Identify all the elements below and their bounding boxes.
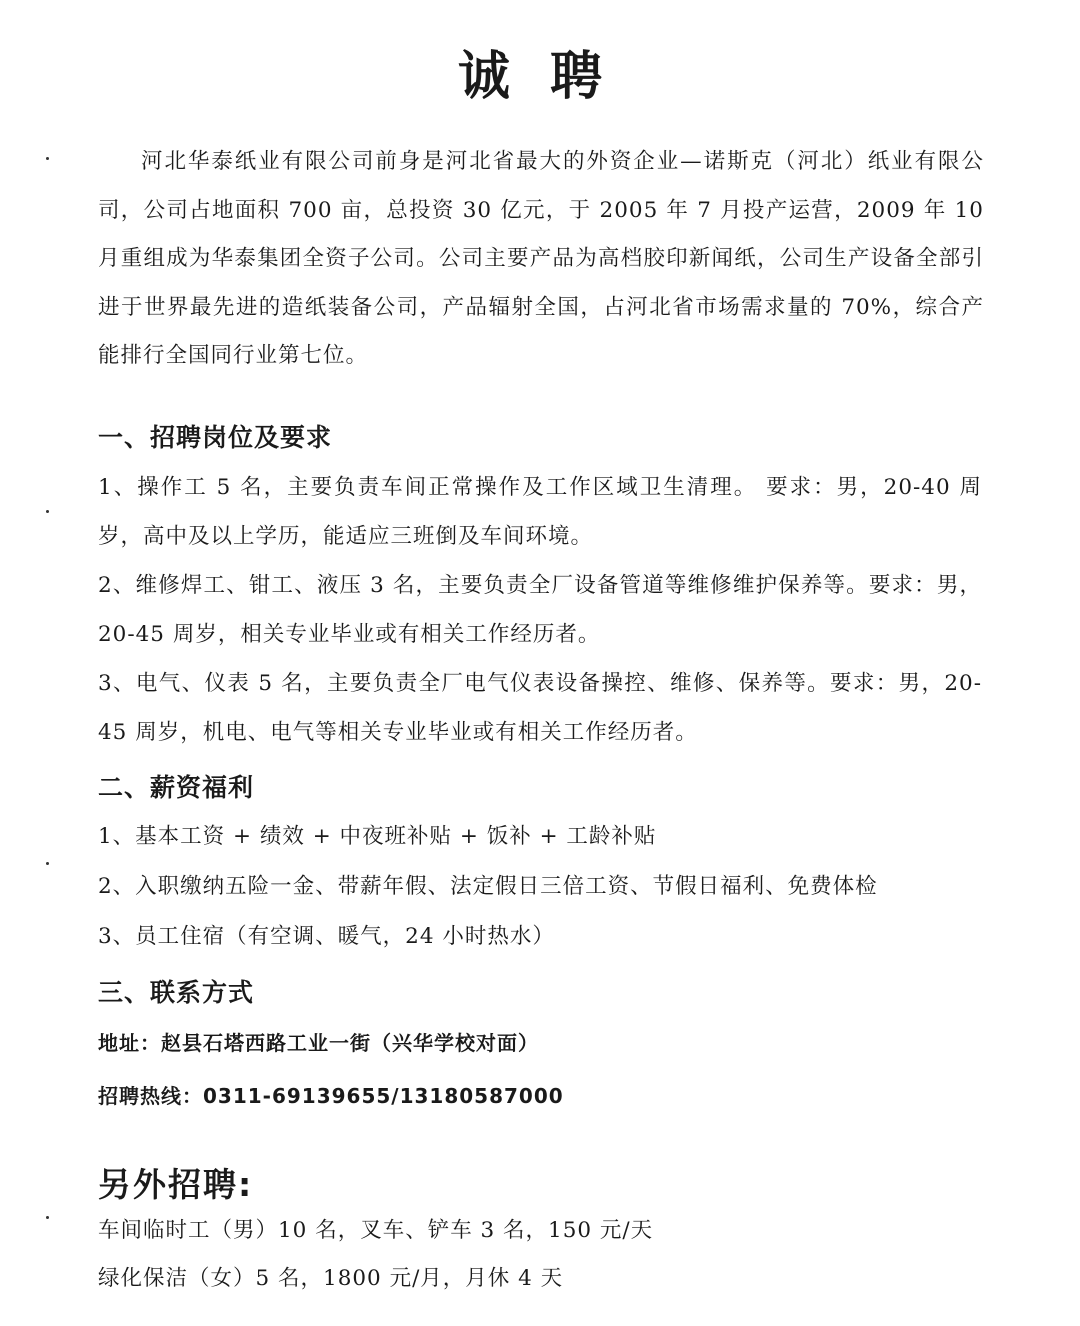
- scan-speck: [46, 862, 49, 865]
- benefit-item-housing: 3、员工住宿（有空调、暖气，24 小时热水）: [98, 924, 555, 949]
- extra-item-cleaning: 绿化保洁（女）5 名，1800 元/月，月休 4 天: [98, 1266, 564, 1291]
- section-heading-contact: 三、联系方式: [98, 978, 255, 1007]
- contact-address: 地址：赵县石塔西路工业一街（兴华学校对面）: [98, 1031, 539, 1055]
- scan-speck: [46, 1216, 49, 1219]
- scan-speck: [46, 157, 49, 160]
- section-heading-positions: 一、招聘岗位及要求: [98, 423, 333, 452]
- extra-recruitment-heading: 另外招聘:: [98, 1165, 254, 1204]
- contact-hotline: 招聘热线：0311-69139655/13180587000: [98, 1084, 564, 1108]
- section-heading-benefits: 二、薪资福利: [98, 773, 255, 802]
- company-intro-paragraph: 河北华泰纸业有限公司前身是河北省最大的外资企业—诺斯克（河北）纸业有限公司，公司占地面积 700 亩，总投资 30 亿元，于 2005 年 7 月投产运营，2009 年 10 月重组成为华泰集团全资子公司。公司主要产品为高档胶印新闻纸，公司生产设备全部引进于世界最先进的造纸装备公司，产品辐射全国，占河北省市场需求量的 70%，综合产能排行全国同行业第七位。: [98, 149, 984, 368]
- position-item-electrical: 3、电气、仪表 5 名，主要负责全厂电气仪表设备操控、维修、保养等。要求：男，20-45 周岁，机电、电气等相关专业毕业或有相关工作经历者。: [98, 671, 982, 745]
- extra-item-workshop-temp: 车间临时工（男）10 名，叉车、铲车 3 名，150 元/天: [98, 1218, 654, 1243]
- position-item-operator: 1、操作工 5 名，主要负责车间正常操作及工作区域卫生清理。 要求：男，20-40 周岁，高中及以上学历，能适应三班倒及车间环境。: [98, 475, 982, 549]
- page-title: 诚聘: [457, 47, 642, 107]
- benefit-item-insurance: 2、入职缴纳五险一金、带薪年假、法定假日三倍工资、节假日福利、免费体检: [98, 874, 878, 899]
- benefit-item-salary: 1、基本工资 + 绩效 + 中夜班补贴 + 饭补 + 工龄补贴: [98, 824, 657, 849]
- scan-speck: [46, 510, 49, 513]
- position-item-maintenance: 2、维修焊工、钳工、液压 3 名，主要负责全厂设备管道等维修维护保养等。要求：男，20-45 周岁，相关专业毕业或有相关工作经历者。: [98, 573, 982, 647]
